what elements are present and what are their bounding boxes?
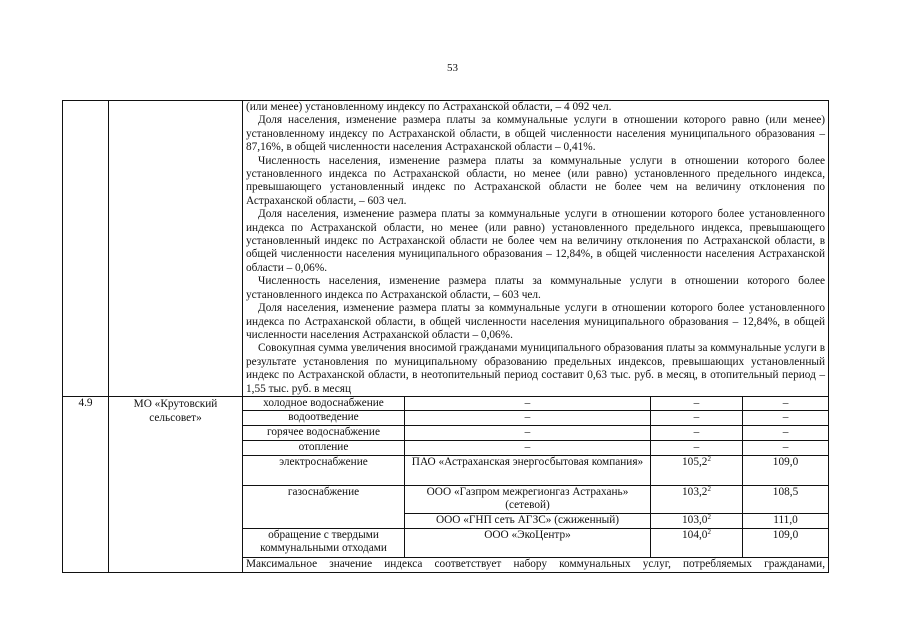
index-value-2: 109,0 [743,456,829,486]
max-index-text: Максимальное значение индекса соответствует набору коммунальных услуг, потребляемых гражданами, [243,558,829,572]
index-value-1: 105,2$^2$ [651,456,743,486]
row-cold-water [63,396,829,410]
paragraph-6: Доля населения, изменение размера платы за коммунальные услуги в отношении которого более установленного индекса по Астраханской области, в общей численности населения муниципального образования – 12,84%, в общей численности населения Астраханской области – 0,06%. [246,302,826,341]
prev-block-row [63,101,829,397]
index-value-2: 109,0 [743,529,829,558]
service-name: электроснабжение [243,456,405,486]
index-value-1: – [651,441,743,456]
index-value-1: 104,0$^2$ [651,529,743,558]
paragraph-7: Совокупная сумма увеличения вносимой гражданами муниципального образования платы за коммунальные услуги в результате установления по муниципальному образованию предельных индексов, превышающих установленный индекс по Астраханской области, в неотопительный период составит 0,63 тыс. руб. в месяц, в отопительный период – 1,55 тыс. руб. в месяц [246,342,826,395]
index-value-1: – [651,411,743,426]
paragraph-2: Доля населения, изменение размера платы за коммунальные услуги в отношении которого равно (или менее) установленному индексу по Астраханской области, в общей численности населения муниципального образования – 87,16%, в общей численности населения Астраханской области – 0,41%. [246,114,826,154]
service-name: отопление [243,441,405,456]
index-value-2: – [743,426,829,441]
index-table [62,100,829,573]
paragraph-3: Численность населения, изменение размера платы за коммунальные услуги в отношении которого более установленного индекса по Астраханской области, но менее (или равно) установленного предельного индекса, превышающего установленный индекс по Астраханской области не более чем на величину отклонения по Астраханской области, – 603 чел. [246,154,826,207]
index-value-2: 108,5 [743,486,829,514]
service-name: газоснабжение [243,486,405,529]
prev-text-cell [243,101,829,397]
index-value-2: – [743,441,829,456]
provider: ООО «Газпром межрегионгаз Астрахань» (сетевой) [405,486,651,514]
provider: ПАО «Астраханская энергосбытовая компания» [405,456,651,486]
service-name: холодное водоснабжение [243,396,405,410]
mo-name: МО «Крутовский сельсовет» [109,396,243,572]
service-name: водоотведение [243,411,405,426]
provider: – [405,396,651,410]
provider: – [405,426,651,441]
index-value-1: 103,0$^2$ [651,514,743,529]
row-number: 4.9 [63,396,109,572]
prev-number-cell [63,101,109,397]
service-name: горячее водоснабжение [243,426,405,441]
index-value-1: 103,2$^2$ [651,486,743,514]
prev-mo-cell [109,101,243,397]
paragraph-1: (или менее) установленному индексу по Астраханской области, – 4 092 чел. [246,101,612,113]
service-name: обращение с твердыми коммунальными отходами [243,529,405,558]
paragraph-5: Численность населения, изменение размера платы за коммунальные услуги в отношении которого более установленного индекса по Астраханской области, – 603 чел. [246,275,826,301]
index-value-1: – [651,396,743,410]
index-value-2: 111,0 [743,514,829,529]
paragraph-4: Доля населения, изменение размера платы за коммунальные услуги в отношении которого более установленного индекса по Астраханской области, но менее (или равно) установленного предельного индекса, превышающего установленный индекс по Астраханской области не более чем на величину отклонения по Астраханской области, в общей численности населения муниципального образования – 12,84%, в общей численности населения Астраханской области – 0,06%. [246,208,826,274]
page-number: 53 [447,62,458,74]
provider: ООО «ГНП сеть АГЗС» (сжиженный) [405,514,651,529]
provider: – [405,441,651,456]
provider: ООО «ЭкоЦентр» [405,529,651,558]
provider: – [405,411,651,426]
index-value-1: – [651,426,743,441]
index-value-2: – [743,411,829,426]
index-value-2: – [743,396,829,410]
